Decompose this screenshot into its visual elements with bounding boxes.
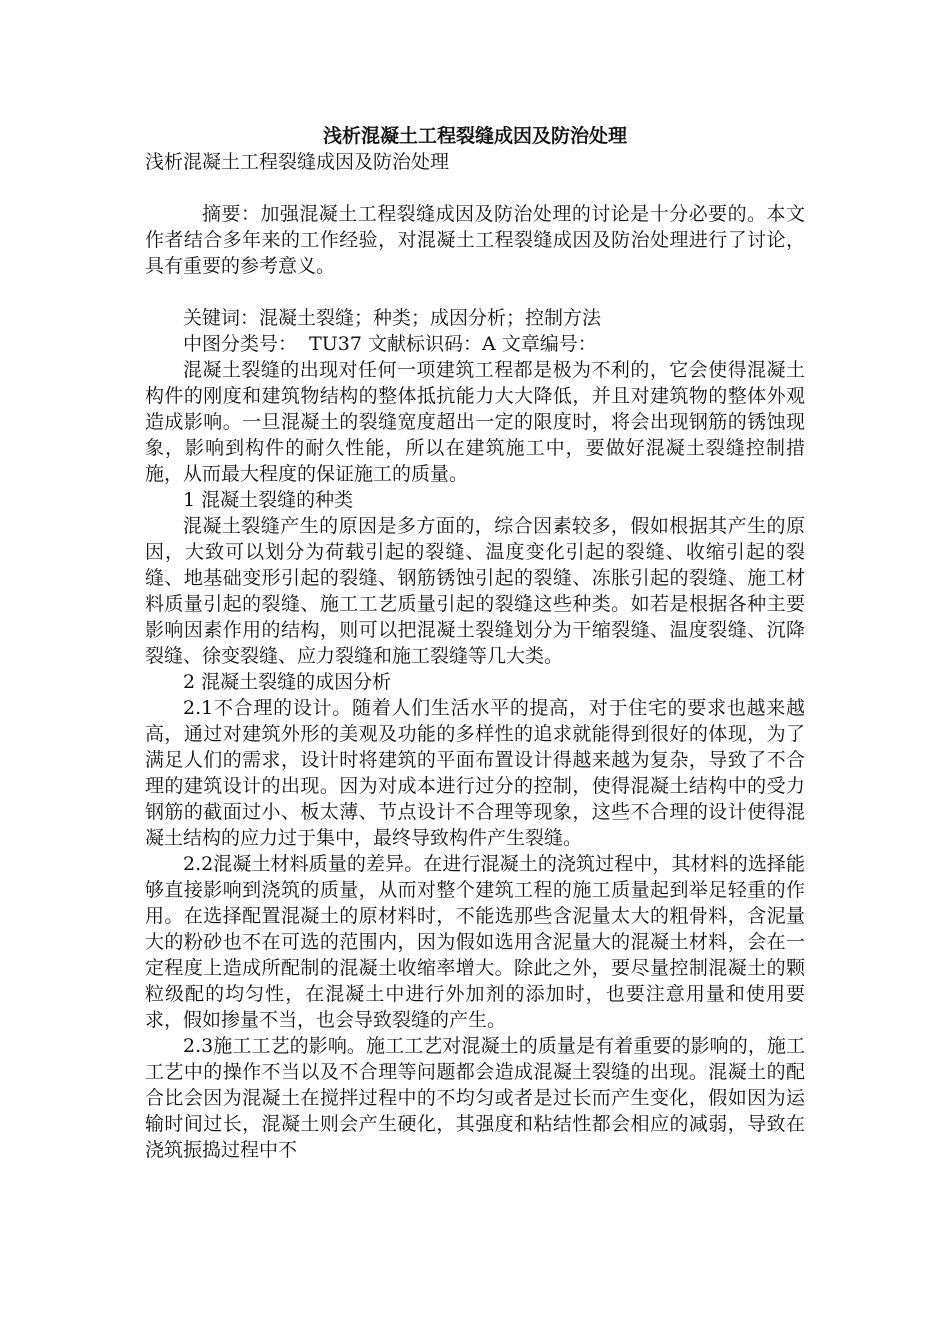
intro-paragraph: 混凝土裂缝的出现对任何一项建筑工程都是极为不利的，它会使得混凝土构件的刚度和建筑物结构的整体抵抗能力大大降低，并且对建筑物的整体外观造成影响。一旦混凝土的裂缝宽度超出一定的限度时，将会出现钢筋的锈蚀现象，影响到构件的耐久性能，所以在建筑施工中，要做好混凝土裂缝控制措施，从而最大程度的保证施工的质量。	[145, 359, 805, 485]
document-title: 浅析混凝土工程裂缝成因及防治处理	[322, 125, 627, 147]
document-page	[145, 123, 805, 1163]
section-2-2-paragraph: 2.2混凝土材料质量的差异。在进行混凝土的浇筑过程中，其材料的选择能够直接影响到浇筑的质量，从而对整个建筑工程的施工质量起到举足轻重的作用。在选择配置混凝土的原材料时，不能选那些含泥量太大的粗骨料，含泥量大的粉砂也不在可选的范围内，因为假如选用含泥量大的混凝土材料，会在一定程度上造成所配制的混凝土收缩率增大。除此之外，要尽量控制混凝土的颗粒级配的均匀性，在混凝土中进行外加剂的添加时，也要注意用量和使用要求，假如掺量不当，也会导致裂缝的产生。	[145, 853, 805, 1031]
keywords-line: 关键词：混凝土裂缝；种类；成因分析；控制方法	[183, 307, 602, 329]
section-2-3-paragraph: 2.3施工工艺的影响。施工工艺对混凝土的质量是有着重要的影响的，施工工艺中的操作不当以及不合理等问题都会造成混凝土裂缝的出现。混凝土的配合比会因为混凝土在搅拌过程中的不均匀或者是过长而产生变化，假如因为运输时间过长，混凝土则会产生硬化，其强度和粘结性都会相应的减弱，导致在浇筑振捣过程中不	[145, 1035, 805, 1161]
section-2-1-paragraph: 2.1不合理的设计。随着人们生活水平的提高，对于住宅的要求也越来越高，通过对建筑外形的美观及功能的多样性的追求就能得到很好的体现，为了满足人们的需求，设计时将建筑的平面布置设计得越来越为复杂，导致了不合理的建筑设计的出现。因为对成本进行过分的控制，使得混凝土结构中的受力钢筋的截面过小、板太薄、节点设计不合理等现象，这些不合理的设计使得混凝土结构的应力过于集中，最终导致构件产生裂缝。	[145, 697, 805, 849]
section-2-heading: 2 混凝土裂缝的成因分析	[183, 671, 392, 693]
section-1-heading: 1 混凝土裂缝的种类	[183, 489, 354, 511]
abstract-paragraph: 摘要：加强混凝土工程裂缝成因及防治处理的讨论是十分必要的。本文作者结合多年来的工作经验，对混凝土工程裂缝成因及防治处理进行了讨论，具有重要的参考意义。	[145, 203, 805, 277]
classification-line: 中图分类号： TU37 文献标识码：A 文章编号：	[183, 333, 597, 355]
section-1-paragraph: 混凝土裂缝产生的原因是多方面的，综合因素较多，假如根据其产生的原因，大致可以划分为荷载引起的裂缝、温度变化引起的裂缝、收缩引起的裂缝、地基础变形引起的裂缝、钢筋锈蚀引起的裂缝、冻胀引起的裂缝、施工材料质量引起的裂缝、施工工艺质量引起的裂缝这些种类。如若是根据各种主要影响因素作用的结构，则可以把混凝土裂缝划分为干缩裂缝、温度裂缝、沉降裂缝、徐变裂缝、应力裂缝和施工裂缝等几大类。	[145, 515, 805, 667]
document-subtitle: 浅析混凝土工程裂缝成因及防治处理	[145, 151, 450, 173]
